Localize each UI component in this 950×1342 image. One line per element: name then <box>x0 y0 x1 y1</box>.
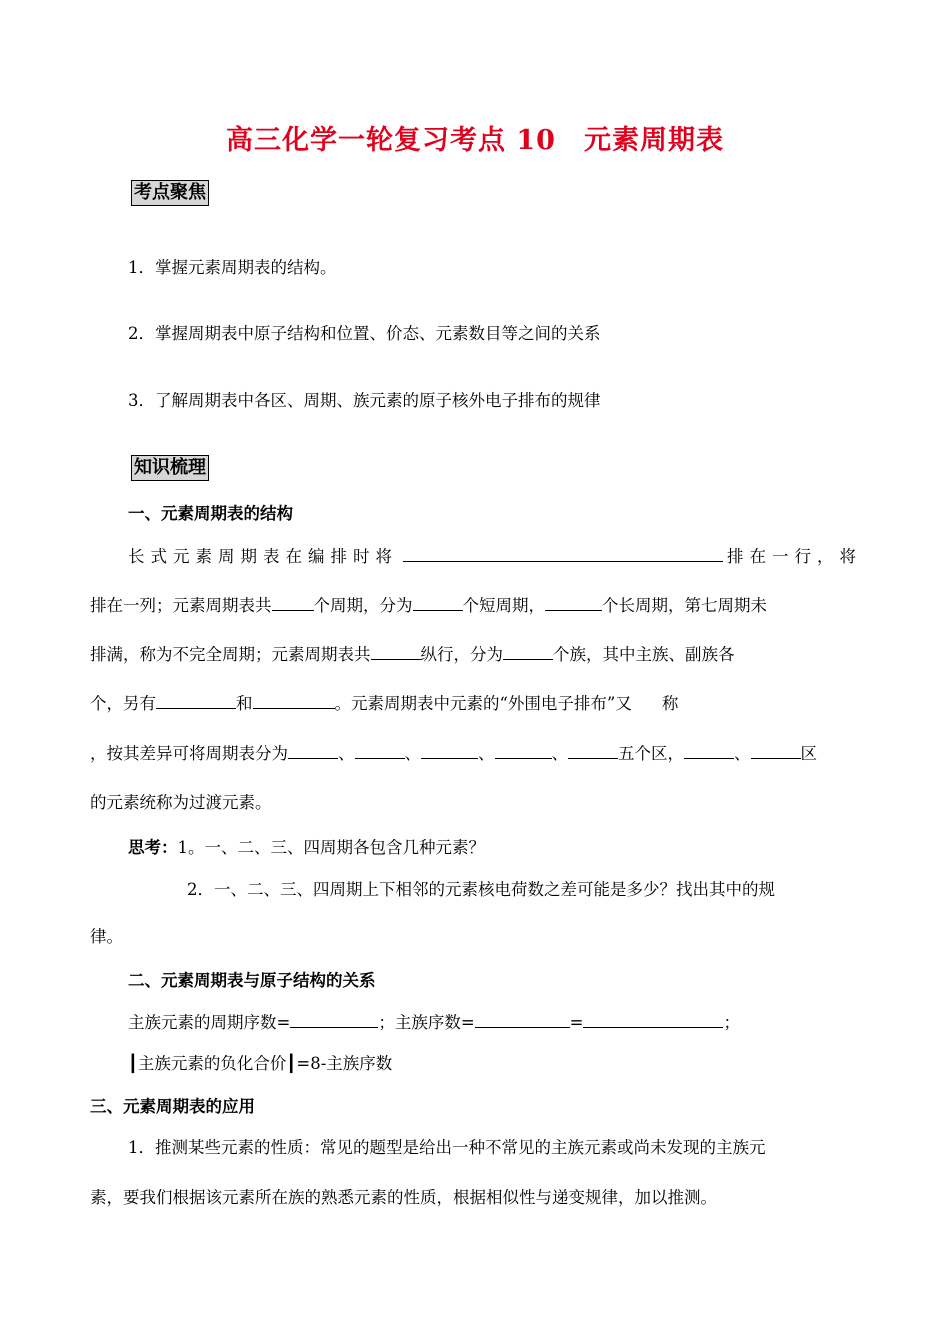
fill-blank <box>545 609 602 611</box>
text: 排在一行，将 <box>727 547 862 566</box>
page-title: 高三化学一轮复习考点 10 元素周期表 <box>226 125 724 156</box>
text: ；主族序数= <box>378 1013 475 1032</box>
fill-blank <box>503 658 553 660</box>
fill-blank <box>495 757 552 759</box>
think-label: 思考： <box>128 838 178 857</box>
part1-line-4 <box>90 690 678 714</box>
text: 个，另有 <box>90 694 156 713</box>
part1-line-3 <box>90 641 735 665</box>
text: 五个区， <box>618 744 684 763</box>
section-heading-focus: 考点聚焦 <box>131 180 209 206</box>
focus-item-2: 2．掌握周期表中原子结构和位置、价态、元素数目等之间的关系 <box>128 324 601 343</box>
focus-item-1: 1．掌握元素周期表的结构。 <box>128 258 337 277</box>
text: 区 <box>800 744 817 763</box>
part3-line-2: 素，要我们根据该元素所在族的熟悉元素的性质，根据相似性与递变规律，加以推测。 <box>90 1188 717 1207</box>
part1-line-1 <box>128 543 862 567</box>
text: ； <box>723 1013 740 1032</box>
fill-blank <box>403 560 723 562</box>
fill-blank <box>583 1026 723 1028</box>
part1-line-5 <box>90 740 817 764</box>
think-1 <box>128 834 485 858</box>
text: 、 <box>734 744 751 763</box>
part1-heading: 一、元素周期表的结构 <box>128 504 293 523</box>
text: 个短周期， <box>462 596 545 615</box>
fill-blank <box>421 757 478 759</box>
text: ，按其差异可将周期表分为 <box>90 744 288 763</box>
fill-blank <box>751 757 801 759</box>
text: 。元素周期表中元素的“外围电子排布”又 <box>334 694 632 713</box>
text: 排满，称为不完全周期；元素周期表共 <box>90 645 371 664</box>
text: 主族元素的周期序数= <box>128 1013 291 1032</box>
text: 纵行，分为 <box>420 645 503 664</box>
fill-blank <box>290 1026 378 1028</box>
text: 、 <box>338 744 355 763</box>
text: 、 <box>551 744 568 763</box>
text: 、 <box>478 744 495 763</box>
text: 和 <box>236 694 253 713</box>
think-2: 2．一、二、三、四周期上下相邻的元素核电荷数之差可能是多少？找出其中的规 <box>187 880 775 899</box>
focus-item-3: 3．了解周期表中各区、周期、族元素的原子核外电子排布的规律 <box>128 391 601 410</box>
text: 个族，其中主族、副族各 <box>553 645 735 664</box>
part3-line-1: 1．推测某些元素的性质：常见的题型是给出一种不常见的主族元素或尚未发现的主族元 <box>128 1138 766 1157</box>
fill-blank <box>288 757 338 759</box>
fill-blank <box>156 707 236 709</box>
part3-heading: 三、元素周期表的应用 <box>90 1097 255 1116</box>
text: = <box>569 1013 584 1032</box>
text: 1。一、二、三、四周期各包含几种元素？ <box>177 838 485 857</box>
fill-blank <box>475 1026 570 1028</box>
part1-line-2 <box>90 592 767 616</box>
fill-blank <box>568 757 618 759</box>
think-2-cont: 律。 <box>90 927 123 946</box>
text: 、 <box>404 744 421 763</box>
fill-blank <box>253 707 335 709</box>
part2-line-1 <box>128 1009 740 1033</box>
text: 个长周期，第七周期未 <box>602 596 767 615</box>
fill-blank <box>272 609 314 611</box>
text: 称 <box>661 694 679 713</box>
part1-line-6: 的元素统称为过渡元素。 <box>90 793 272 812</box>
fill-blank <box>413 609 463 611</box>
text: 长式元素周期表在编排时将 <box>128 547 398 566</box>
text: 个周期，分为 <box>313 596 413 615</box>
text: 排在一列；元素周期表共 <box>90 596 272 615</box>
fill-blank <box>355 757 405 759</box>
section-heading-review: 知识梳理 <box>131 455 209 481</box>
fill-blank <box>684 757 734 759</box>
fill-blank <box>371 658 421 660</box>
part2-line-2: ┃主族元素的负化合价┃=8-主族序数 <box>128 1054 393 1073</box>
part2-heading: 二、元素周期表与原子结构的关系 <box>128 971 376 990</box>
